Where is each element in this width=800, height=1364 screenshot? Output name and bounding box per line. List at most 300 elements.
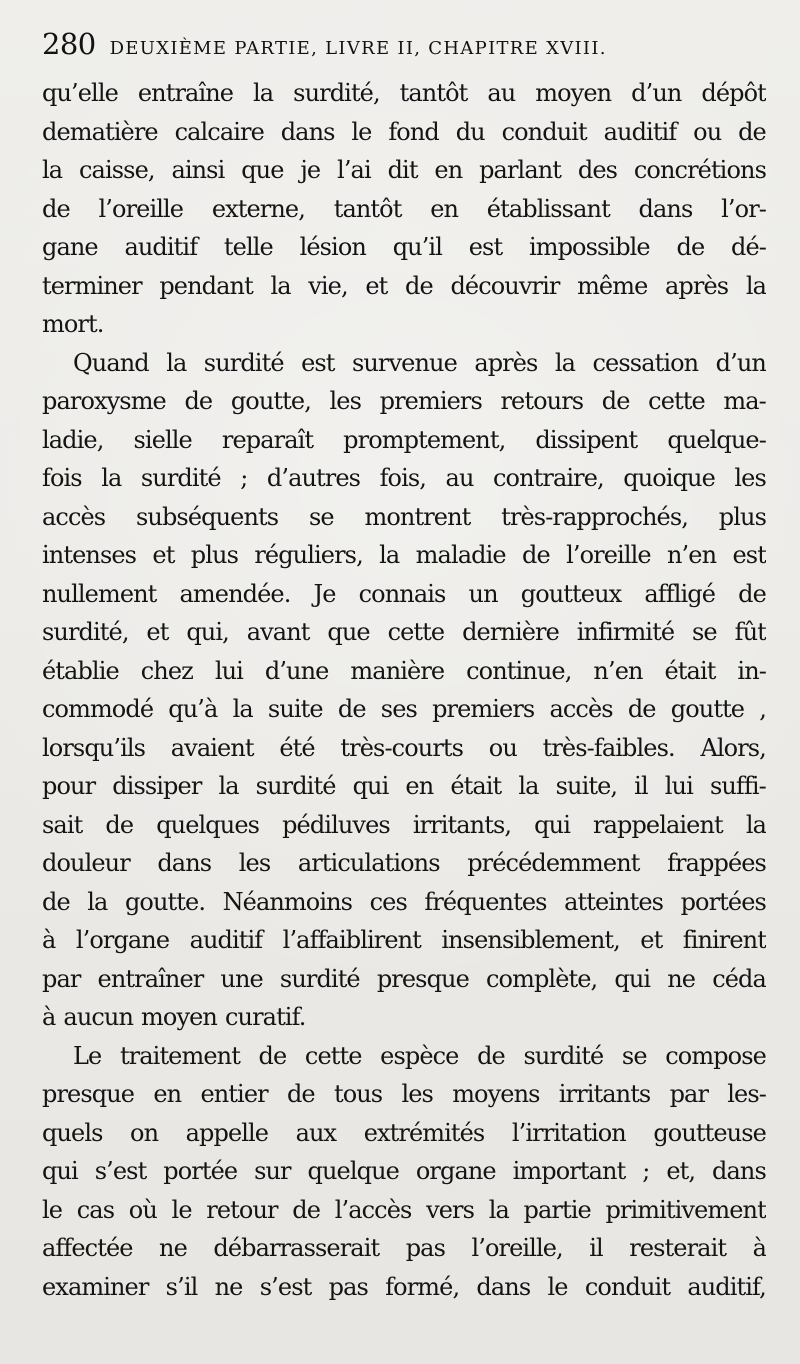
word: entier: [200, 1080, 268, 1108]
word: de: [477, 1041, 505, 1070]
word: concrétions: [633, 156, 766, 184]
word: dans: [712, 1157, 766, 1185]
word: auditif: [603, 117, 677, 146]
word: lésion: [299, 233, 366, 261]
word: qui: [42, 1157, 78, 1185]
word: de: [42, 887, 70, 916]
word: curatif.: [224, 1003, 306, 1031]
word: l’oreille: [566, 541, 651, 569]
word: la: [232, 695, 253, 723]
word: l’organe: [75, 926, 170, 954]
word: de: [738, 117, 766, 146]
text-line: [42, 1191, 766, 1230]
word: insensiblement,: [441, 926, 620, 954]
word: il: [634, 772, 648, 800]
word: de: [738, 579, 766, 608]
word: retour: [206, 1195, 278, 1224]
word: frappées: [667, 849, 766, 877]
word: qui: [534, 810, 570, 839]
word: Néanmoins: [222, 887, 353, 916]
word: n’en: [593, 656, 643, 685]
word: dé-: [731, 233, 766, 261]
word: entraîner: [97, 964, 204, 993]
word: promptement,: [343, 425, 506, 454]
word: très-courts: [340, 733, 464, 762]
word: de: [627, 695, 656, 723]
word: la: [42, 156, 63, 184]
word: primitivement: [605, 1195, 766, 1224]
word: la: [554, 348, 576, 377]
word: précédemment: [467, 849, 640, 877]
word: survenue: [351, 348, 457, 377]
word: plus: [190, 541, 239, 569]
text-line: [42, 344, 766, 383]
text-line: [42, 498, 766, 537]
text-line: [42, 536, 766, 575]
word: suite: [267, 695, 323, 723]
word: surdité: [140, 464, 221, 492]
word: appelle: [185, 1118, 269, 1147]
word: fond: [388, 117, 439, 146]
word: en: [430, 194, 459, 223]
word: quelque: [307, 1157, 399, 1185]
text-line: [42, 459, 766, 498]
word: auditif,: [687, 1272, 766, 1301]
word: de: [522, 541, 550, 569]
word: presque: [42, 1080, 135, 1108]
word: quelques: [156, 810, 260, 839]
word: l’oreille: [98, 194, 184, 223]
word: l’affaiblirent: [282, 926, 421, 954]
word: in-: [737, 656, 766, 685]
word: paroxysme: [42, 387, 166, 415]
word: qui,: [186, 618, 229, 646]
word: finirent: [682, 926, 766, 954]
word: n’en: [667, 541, 717, 569]
text-line: [42, 1037, 766, 1076]
word: contraire,: [492, 464, 604, 492]
word: presque: [376, 964, 469, 993]
word: goutteux: [520, 579, 622, 608]
word: l’or-: [721, 194, 766, 223]
word: de: [42, 194, 70, 223]
word: la: [101, 464, 122, 492]
text-line: [42, 767, 766, 806]
word: lorsqu’ils: [42, 733, 146, 762]
word: les: [329, 387, 362, 415]
word: Je: [313, 579, 336, 608]
text-line: [42, 305, 766, 344]
word: établissant: [486, 194, 610, 223]
word: après: [665, 271, 729, 300]
word: rappelaient: [593, 810, 723, 839]
word: extrémités: [363, 1118, 485, 1147]
word: dissiper: [112, 772, 202, 800]
word: où: [128, 1195, 157, 1224]
text-line: [42, 806, 766, 845]
word: à: [42, 926, 56, 954]
word: premiers: [432, 695, 535, 723]
word: les-: [727, 1080, 766, 1108]
word: et: [640, 926, 663, 954]
word: traitement: [119, 1041, 240, 1070]
word: fréquentes: [424, 887, 547, 916]
word: Quand: [73, 348, 149, 377]
word: par: [669, 1080, 709, 1108]
word: que: [241, 156, 284, 184]
word: et,: [666, 1157, 696, 1185]
word: tous: [333, 1080, 383, 1108]
text-line: [42, 690, 766, 729]
word: calcaire: [174, 117, 264, 146]
word: moyen: [535, 79, 612, 107]
text-line: [42, 998, 766, 1037]
word: important: [512, 1157, 626, 1185]
word: de: [405, 271, 433, 300]
word: le: [42, 1195, 63, 1224]
word: accès: [42, 502, 106, 531]
text-line: [42, 74, 766, 113]
word: la: [488, 1195, 509, 1224]
word: commodé: [42, 695, 154, 723]
word: et: [365, 271, 388, 300]
word: goutteuse: [653, 1118, 766, 1147]
word: dit: [387, 156, 418, 184]
word: surdité,: [42, 618, 129, 646]
body-text: [42, 74, 766, 1306]
word: chez: [140, 656, 193, 685]
word: dans: [157, 849, 212, 877]
word: cette: [648, 387, 705, 415]
word: caisse,: [79, 156, 155, 184]
word: je: [300, 156, 321, 184]
word: accès: [549, 695, 613, 723]
text-line: [42, 1268, 766, 1307]
word: surdité,: [293, 79, 380, 107]
word: s’est: [259, 1272, 312, 1301]
word: était: [664, 656, 716, 685]
word: ne: [214, 1272, 243, 1301]
word: mort.: [42, 310, 104, 338]
word: irritants,: [412, 810, 512, 839]
word: se: [308, 502, 334, 531]
word: en: [405, 772, 434, 800]
word: conduit: [584, 1272, 671, 1301]
word: les: [238, 849, 271, 877]
word: sielle: [133, 425, 192, 454]
word: de: [292, 1195, 321, 1224]
word: qu’il: [392, 233, 442, 261]
word: la: [270, 271, 291, 300]
word: terminer: [42, 271, 142, 300]
word: nullement: [42, 579, 157, 608]
word: tantôt: [399, 79, 468, 107]
word: les: [734, 464, 766, 492]
word: parlant: [479, 156, 562, 184]
word: infirmité: [576, 618, 675, 646]
word: les: [401, 1080, 433, 1108]
word: plus: [718, 502, 766, 531]
word: ne: [159, 1234, 187, 1262]
word: qu’à: [168, 695, 218, 723]
word: au: [445, 464, 474, 492]
word: d’un: [631, 79, 682, 107]
word: par: [42, 964, 81, 993]
word: tantôt: [333, 194, 402, 223]
word: à: [752, 1234, 766, 1262]
word: s’est: [94, 1157, 147, 1185]
word: Le: [73, 1041, 102, 1070]
word: suite,: [555, 772, 618, 800]
word: ladie,: [42, 425, 104, 454]
word: en: [434, 156, 463, 184]
word: céda: [712, 964, 766, 993]
text-line: [42, 267, 766, 306]
word: ma-: [723, 387, 766, 415]
text-line: [42, 1152, 766, 1191]
word: amendée.: [179, 579, 291, 608]
text-line: [42, 652, 766, 691]
word: examiner: [42, 1272, 149, 1301]
word: du: [455, 117, 485, 146]
word: atteintes: [564, 887, 664, 916]
word: on: [130, 1118, 159, 1147]
word: très-rapprochés,: [501, 502, 688, 531]
text-line: [42, 960, 766, 999]
word: goutte: [670, 695, 745, 723]
word: ces: [369, 887, 407, 916]
word: dans: [476, 1272, 531, 1301]
word: la: [745, 271, 766, 300]
word: que: [327, 618, 370, 646]
word: l’ai: [337, 156, 371, 184]
word: même: [577, 271, 648, 300]
word: était: [450, 772, 502, 800]
word: été: [279, 733, 315, 762]
word: pendant: [159, 271, 253, 300]
word: et: [146, 618, 169, 646]
text-line: [42, 844, 766, 883]
word: dematière: [42, 117, 158, 146]
word: telle: [223, 233, 273, 261]
word: impossible: [528, 233, 650, 261]
word: articulations: [297, 849, 440, 877]
word: le: [547, 1272, 568, 1301]
text-line: [42, 729, 766, 768]
word: ses: [380, 695, 417, 723]
word: qu’elle: [42, 79, 118, 107]
word: gane: [42, 233, 98, 261]
text-line: [42, 575, 766, 614]
word: surdité: [279, 964, 360, 993]
word: pédiluves: [282, 810, 390, 839]
word: goutte.: [124, 887, 206, 916]
word: il: [589, 1234, 603, 1262]
word: la: [745, 810, 766, 839]
word: Alors,: [700, 733, 766, 762]
word: vers: [426, 1195, 475, 1224]
word: moyens: [452, 1080, 540, 1108]
word: se: [621, 1041, 647, 1070]
word: complète,: [486, 964, 598, 993]
word: cette: [387, 618, 445, 646]
word: d’autres: [266, 464, 361, 492]
word: qui: [352, 772, 389, 800]
word: reparaît: [221, 425, 314, 454]
word: d’une: [264, 656, 329, 685]
text-line: [42, 613, 766, 652]
text-line: [42, 1229, 766, 1268]
word: la: [253, 79, 274, 107]
word: la: [166, 348, 187, 377]
word: de: [105, 810, 134, 839]
word: compose: [665, 1041, 766, 1070]
word: formé,: [385, 1272, 460, 1301]
word: sur: [254, 1157, 291, 1185]
word: dans: [638, 194, 693, 223]
word: moyen: [141, 1003, 217, 1031]
word: sait: [42, 810, 83, 839]
word: goutte,: [230, 387, 311, 415]
word: dépôt: [701, 79, 766, 107]
word: de: [286, 1080, 315, 1108]
word: irritants: [558, 1080, 651, 1108]
word: ou: [488, 733, 517, 762]
word: pas: [405, 1234, 445, 1262]
word: cessation: [592, 348, 699, 377]
word: la: [87, 887, 108, 916]
word: espèce: [380, 1041, 459, 1070]
word: externe,: [211, 194, 305, 223]
word: un: [468, 579, 498, 608]
word: douleur: [42, 849, 130, 877]
word: débarrasserait: [213, 1234, 380, 1262]
word: réguliers,: [254, 541, 363, 569]
word: dans: [280, 117, 335, 146]
word: resterait: [629, 1234, 727, 1262]
word: le: [351, 117, 372, 146]
text-line: [42, 421, 766, 460]
word: quels: [42, 1118, 103, 1147]
word: se: [692, 618, 717, 646]
word: cette: [304, 1041, 362, 1070]
word: maladie: [415, 541, 506, 569]
text-line: [42, 883, 766, 922]
word: surdité: [255, 772, 336, 800]
word: vie,: [308, 271, 348, 300]
word: de: [337, 695, 366, 723]
word: portée: [163, 1157, 238, 1185]
word: surdité: [203, 348, 284, 377]
word: continue,: [466, 656, 572, 685]
word: ainsi: [171, 156, 225, 184]
word: la: [379, 541, 400, 569]
page-number: 280: [42, 27, 96, 61]
text-line: [42, 151, 766, 190]
word: des: [577, 156, 618, 184]
word: pour: [42, 772, 96, 800]
word: fût: [734, 618, 766, 646]
word: la: [518, 772, 539, 800]
word: est: [468, 233, 503, 261]
text-line: [42, 382, 766, 421]
word: conduit: [501, 117, 587, 146]
word: d’un: [715, 348, 766, 377]
word: la: [218, 772, 239, 800]
word: surdité: [523, 1041, 604, 1070]
word: de: [601, 387, 630, 415]
word: dissipent: [535, 425, 638, 454]
word: dernière: [462, 618, 559, 646]
text-line: [42, 228, 766, 267]
word: cas: [76, 1195, 115, 1224]
word: établie: [42, 656, 119, 685]
word: suffi-: [709, 772, 766, 800]
running-title: DEUXIÈME PARTIE, LIVRE II, CHAPITRE XVIII.: [109, 38, 607, 59]
word: fois,: [379, 464, 427, 492]
word: affligé: [644, 579, 716, 608]
word: ou: [693, 117, 722, 146]
word: de: [676, 233, 705, 261]
word: aux: [295, 1118, 337, 1147]
word: une: [220, 964, 263, 993]
running-head: [42, 27, 766, 74]
word: premiers: [379, 387, 482, 415]
text-line: [42, 1075, 766, 1114]
word: pas: [328, 1272, 368, 1301]
word: l’irritation: [511, 1118, 626, 1147]
word: partie: [523, 1195, 591, 1224]
word: est: [732, 541, 766, 569]
word: à: [42, 1003, 56, 1031]
word: s’il: [165, 1272, 198, 1301]
word: intenses: [42, 541, 137, 569]
word: est: [301, 348, 335, 377]
text-line: [42, 190, 766, 229]
word: ne: [667, 964, 696, 993]
text-line: [42, 921, 766, 960]
word: ,: [759, 695, 766, 723]
word: lui: [664, 772, 693, 800]
word: lui: [214, 656, 243, 685]
word: l’oreille,: [471, 1234, 563, 1262]
word: et: [152, 541, 175, 569]
word: l’accès: [334, 1195, 412, 1224]
word: portées: [680, 887, 766, 916]
text-line: [42, 113, 766, 152]
word: en: [153, 1080, 182, 1108]
word: qui: [614, 964, 651, 993]
word: le: [171, 1195, 192, 1224]
word: affectée: [42, 1234, 133, 1262]
word: de: [258, 1041, 287, 1070]
word: après: [474, 348, 538, 377]
word: auditif: [189, 926, 263, 954]
word: auditif: [124, 233, 198, 261]
word: entraîne: [137, 79, 234, 107]
word: quelque-: [667, 425, 766, 454]
word: fois: [42, 464, 82, 492]
word: de: [184, 387, 213, 415]
word: subséquents: [136, 502, 279, 531]
text-line: [42, 1114, 766, 1153]
word: très-faibles.: [542, 733, 675, 762]
word: connais: [358, 579, 446, 608]
word: avant: [246, 618, 310, 646]
word: ;: [642, 1157, 650, 1185]
word: avaient: [170, 733, 254, 762]
word: ;: [240, 464, 248, 492]
